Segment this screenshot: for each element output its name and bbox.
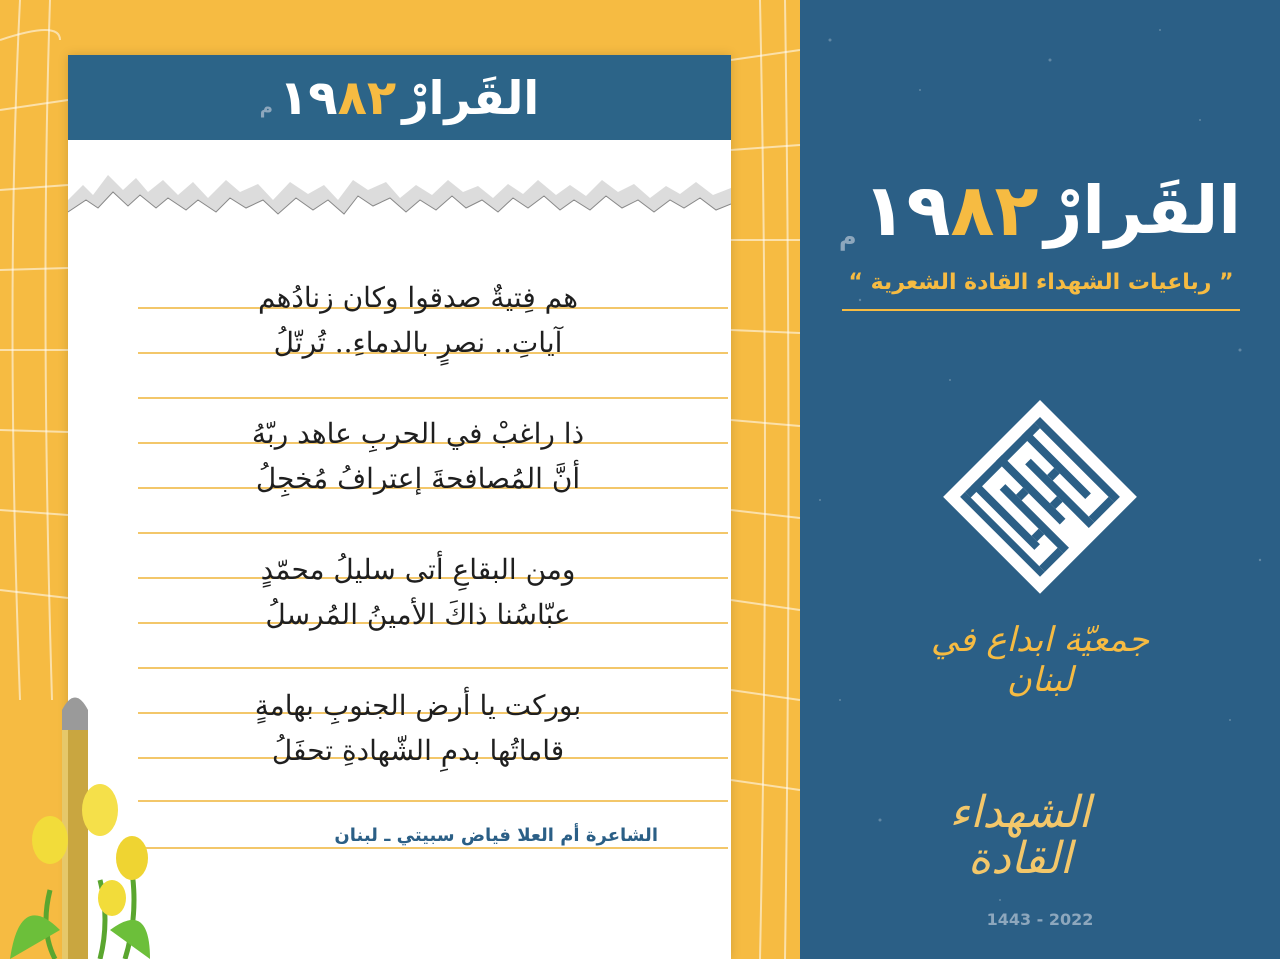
subtitle-underline: [842, 309, 1240, 311]
poem-line: ومن البقاعِ أتى سليلُ محمّدٍ: [260, 553, 576, 586]
poem-line: ذا راغبْ في الحربِ عاهد ربّهُ: [251, 417, 585, 450]
association-logo-text: جمعيّة ابداع في لبنان: [930, 620, 1150, 700]
side-subtitle: ” رباعيات الشهداء القادة الشعرية “: [848, 270, 1234, 295]
title-word: القَرارْ: [402, 70, 540, 125]
side-title-suffix: م: [839, 223, 857, 251]
martyrs-leaders-logo: الشهداء القادة: [949, 787, 1091, 884]
paper-header: [68, 55, 731, 140]
poem-line: آياتِ.. نصرٍ بالدماءِ.. تُرتّلُ: [273, 326, 563, 359]
poet-name: الشاعرة أم العلا فياض سبيتي ـ لبنان: [334, 825, 658, 846]
bullet-icon: [62, 698, 88, 959]
ruled-line: [138, 800, 728, 802]
side-title-word: القَرارْ: [1044, 171, 1241, 249]
poem-line: قاماتُها بدمِ الشّهادةِ تحفَلُ: [271, 734, 565, 767]
kufic-calligraphy-square-icon: [943, 400, 1137, 594]
poem-stanza-3: [168, 547, 668, 637]
years-label: 1443 - 2022: [986, 910, 1094, 929]
paper-title: [68, 55, 731, 140]
ruled-line: [138, 667, 728, 669]
title-suffix: م: [259, 97, 273, 118]
torn-paper-edge: [68, 140, 731, 270]
poem-stanza-1: [168, 275, 668, 365]
ruled-line: [138, 397, 728, 399]
ruled-line: [138, 847, 728, 849]
poem-line: هم فِتيةٌ صدقوا وكان زنادُهم: [257, 281, 579, 314]
title-year: ١٩٨٢: [279, 69, 397, 126]
bullet-tulip-decoration: [0, 690, 180, 959]
ruled-line: [138, 532, 728, 534]
poem-line: عبّاسُنا ذاكَ الأمينُ المُرسلُ: [265, 598, 571, 631]
poem-stanza-4: [168, 683, 668, 773]
poem-stanza-2: [168, 411, 668, 501]
side-title-year: ١٩٨٢: [862, 168, 1039, 252]
poem-line: أنَّ المُصافحةَ إعترافُ مُخجِلُ: [255, 462, 581, 495]
poem-line: بوركت يا أرض الجنوبِ بهامةٍ: [254, 689, 582, 722]
side-title: [840, 155, 1240, 265]
